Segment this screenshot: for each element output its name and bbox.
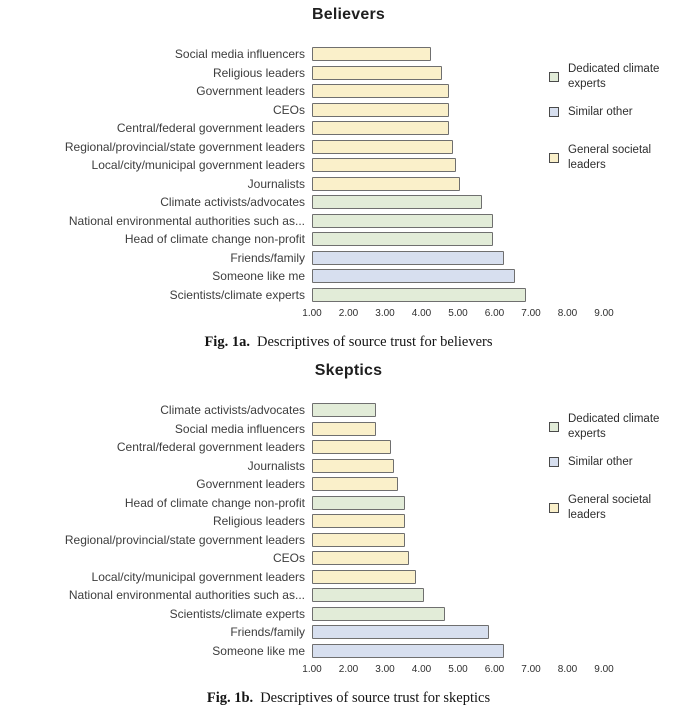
bar-dedicated — [312, 232, 493, 246]
legend-swatch-general — [549, 153, 559, 163]
chart-row — [0, 623, 697, 642]
bar-dedicated — [312, 214, 493, 228]
bar-dedicated — [312, 195, 482, 209]
category-label: Scientists/climate experts — [169, 287, 305, 302]
axis-spacer — [0, 664, 312, 677]
figure-caption-skeptics — [0, 690, 697, 707]
category-label: Regional/provincial/state government leaders — [64, 139, 305, 154]
legend-swatch-dedicated — [549, 422, 559, 432]
legend-believers — [549, 62, 695, 186]
x-tick-label: 6.00 — [484, 308, 505, 319]
legend-item — [549, 143, 695, 173]
legend-item — [549, 62, 695, 92]
x-tick-label: 4.00 — [411, 308, 432, 319]
chart-row — [0, 230, 697, 249]
category-label: Scientists/climate experts — [169, 606, 305, 621]
x-tick-label: 7.00 — [521, 664, 541, 675]
category-label: Journalists — [247, 458, 305, 473]
category-label: Someone like me — [212, 643, 305, 658]
x-tick-label: 9.00 — [594, 308, 614, 319]
category-label: CEOs — [272, 102, 305, 117]
bar-track — [312, 551, 604, 565]
caption-text: Descriptives of source trust for believers — [256, 334, 493, 350]
chart-row — [0, 605, 697, 624]
x-tick-label: 5.00 — [448, 308, 468, 319]
caption-label: Fig. 1b. — [206, 690, 254, 706]
legend-item — [549, 105, 695, 120]
bar-similar — [312, 269, 515, 283]
category-label: Head of climate change non-profit — [124, 495, 305, 510]
chart-title-skeptics: Skeptics — [314, 362, 383, 379]
bar-similar — [312, 251, 504, 265]
x-tick-label: 3.00 — [375, 664, 395, 675]
bar-general — [312, 514, 405, 528]
category-label: CEOs — [272, 551, 305, 566]
x-axis-skeptics — [0, 664, 697, 677]
chart-row — [0, 193, 697, 212]
category-label: Central/federal government leaders — [116, 440, 305, 455]
category-label: Head of climate change non-profit — [124, 232, 305, 247]
category-label: Local/city/municipal government leaders — [91, 158, 305, 173]
bar-track — [312, 251, 604, 265]
legend-label: Similar other — [568, 455, 633, 468]
legend-label: Dedicated climate experts — [568, 413, 660, 440]
bar-general — [312, 121, 449, 135]
bar-similar — [312, 625, 489, 639]
x-tick-label: 8.00 — [557, 664, 578, 675]
legend-swatch-general — [549, 503, 559, 513]
category-label: Religious leaders — [212, 514, 305, 529]
chart-row — [0, 45, 697, 64]
chart-row — [0, 586, 697, 605]
bar-dedicated — [312, 496, 405, 510]
bar-track — [312, 269, 604, 283]
bar-track — [312, 214, 604, 228]
skeptics-chart — [0, 362, 697, 707]
bar-dedicated — [312, 403, 376, 417]
x-axis-believers — [0, 308, 697, 321]
bar-track — [312, 570, 604, 584]
category-label: National environmental authorities such as... — [68, 213, 305, 228]
category-label: Someone like me — [212, 269, 305, 284]
category-label: Social media influencers — [174, 421, 305, 436]
bar-similar — [312, 644, 504, 658]
bar-track — [312, 588, 604, 602]
chart-row — [0, 568, 697, 587]
bar-general — [312, 66, 442, 80]
x-tick-label: 5.00 — [448, 664, 468, 675]
x-tick-label: 8.00 — [557, 308, 578, 319]
bar-general — [312, 158, 456, 172]
bar-dedicated — [312, 607, 445, 621]
chart-title-believers: Believers — [312, 6, 385, 23]
x-tick-label: 4.00 — [411, 664, 432, 675]
bar-track — [312, 195, 604, 209]
legend-swatch-dedicated — [549, 72, 559, 82]
category-label: Friends/family — [230, 625, 305, 640]
believers-chart — [0, 6, 697, 351]
bar-dedicated — [312, 588, 424, 602]
bar-general — [312, 422, 376, 436]
x-tick-label: 6.00 — [484, 664, 505, 675]
category-label: National environmental authorities such as... — [68, 588, 305, 603]
figure-caption-believers — [0, 334, 697, 351]
chart-row — [0, 642, 697, 661]
bar-track — [312, 232, 604, 246]
legend-swatch-similar — [549, 107, 559, 117]
x-tick-label: 3.00 — [375, 308, 395, 319]
x-tick-label: 1.00 — [302, 308, 322, 319]
bar-track — [312, 288, 604, 302]
legend-label: General societal leaders — [568, 143, 652, 171]
category-label: Government leaders — [196, 477, 305, 492]
legend-label: General societal leaders — [568, 493, 652, 521]
legend-item — [549, 455, 695, 470]
bar-dedicated — [312, 288, 526, 302]
axis-spacer — [0, 308, 312, 321]
x-tick-label: 2.00 — [338, 308, 359, 319]
x-tick-label: 1.00 — [302, 664, 322, 675]
chart-row — [0, 286, 697, 305]
category-label: Regional/provincial/state government leaders — [64, 532, 305, 547]
bar-general — [312, 533, 405, 547]
bar-track — [312, 644, 604, 658]
bar-general — [312, 140, 453, 154]
chart-row — [0, 549, 697, 568]
bar-general — [312, 177, 460, 191]
chart-row — [0, 267, 697, 286]
legend-swatch-similar — [549, 457, 559, 467]
category-label: Government leaders — [196, 84, 305, 99]
bar-general — [312, 551, 409, 565]
legend-item — [549, 412, 695, 442]
x-axis-ticks — [302, 308, 614, 321]
bar-general — [312, 84, 449, 98]
bar-general — [312, 47, 431, 61]
chart-row — [0, 249, 697, 268]
legend-skeptics — [549, 412, 695, 536]
chart-row — [0, 212, 697, 231]
legend-label: Similar other — [568, 105, 633, 118]
x-tick-label: 9.00 — [594, 664, 614, 675]
category-label: Social media influencers — [174, 47, 305, 62]
bar-general — [312, 103, 449, 117]
category-label: Climate activists/advocates — [160, 403, 305, 418]
category-label: Local/city/municipal government leaders — [91, 569, 305, 584]
x-tick-label: 7.00 — [521, 308, 541, 319]
bar-track — [312, 607, 604, 621]
bar-general — [312, 459, 394, 473]
category-label: Climate activists/advocates — [160, 195, 305, 210]
bar-track — [312, 625, 604, 639]
category-label: Journalists — [247, 176, 305, 191]
category-label: Friends/family — [230, 250, 305, 265]
bar-general — [312, 477, 398, 491]
bar-general — [312, 440, 391, 454]
x-axis-ticks — [302, 664, 614, 677]
legend-item — [549, 493, 695, 523]
legend-label: Dedicated climate experts — [568, 63, 660, 90]
caption-text: Descriptives of source trust for skeptics — [260, 690, 491, 706]
bar-general — [312, 570, 416, 584]
caption-label: Fig. 1a. — [204, 334, 250, 350]
bar-track — [312, 47, 604, 61]
category-label: Central/federal government leaders — [116, 121, 305, 136]
category-label: Religious leaders — [212, 65, 305, 80]
x-tick-label: 2.00 — [338, 664, 359, 675]
